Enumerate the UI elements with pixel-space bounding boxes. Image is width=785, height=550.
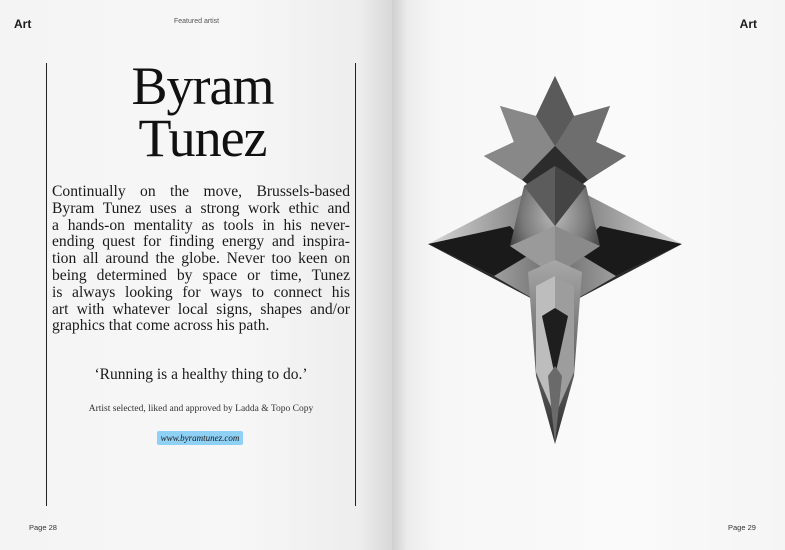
link-wrapper [0,428,400,446]
section-label: Art [14,17,32,31]
artist-title [60,56,345,168]
artist-quote: ‘Running is a healthy thing to do.’ [94,366,308,383]
left-page [0,0,392,550]
bio-line: graphics that come across his path. [52,317,270,335]
bio-line: Continually on the move, Brussels-based [52,183,350,200]
bio-line: tion all around the globe. Never too keen on [52,250,350,268]
section-label-right: Art [739,17,757,31]
bio-line: is always looking for ways to connect his [52,283,350,301]
geometric-star-sculpture-icon [424,76,686,446]
bio-line: a hands-on mentality as tools in his never- [52,216,350,234]
featured-artist-label: Featured artist [174,18,220,25]
page-number-left: Page 28 [29,523,57,532]
title-line-1: Byram [131,56,274,116]
page-number-right: Page 29 [728,523,756,532]
credit-line: Artist selected, liked and approved by Ladda & Topo Copy [88,404,314,414]
bio-line: art with whatever local signs, shapes and/or [52,300,350,318]
artist-website-link[interactable]: www.byramtunez.com [157,431,244,445]
artist-bio [52,184,350,335]
bio-line: being determined by space or time, Tunez [52,266,350,284]
title-line-2: Tunez [138,108,267,168]
bio-line: Byram Tunez uses a strong work ethic and [52,199,350,217]
bio-line: ending quest for finding energy and inspira- [52,233,350,251]
